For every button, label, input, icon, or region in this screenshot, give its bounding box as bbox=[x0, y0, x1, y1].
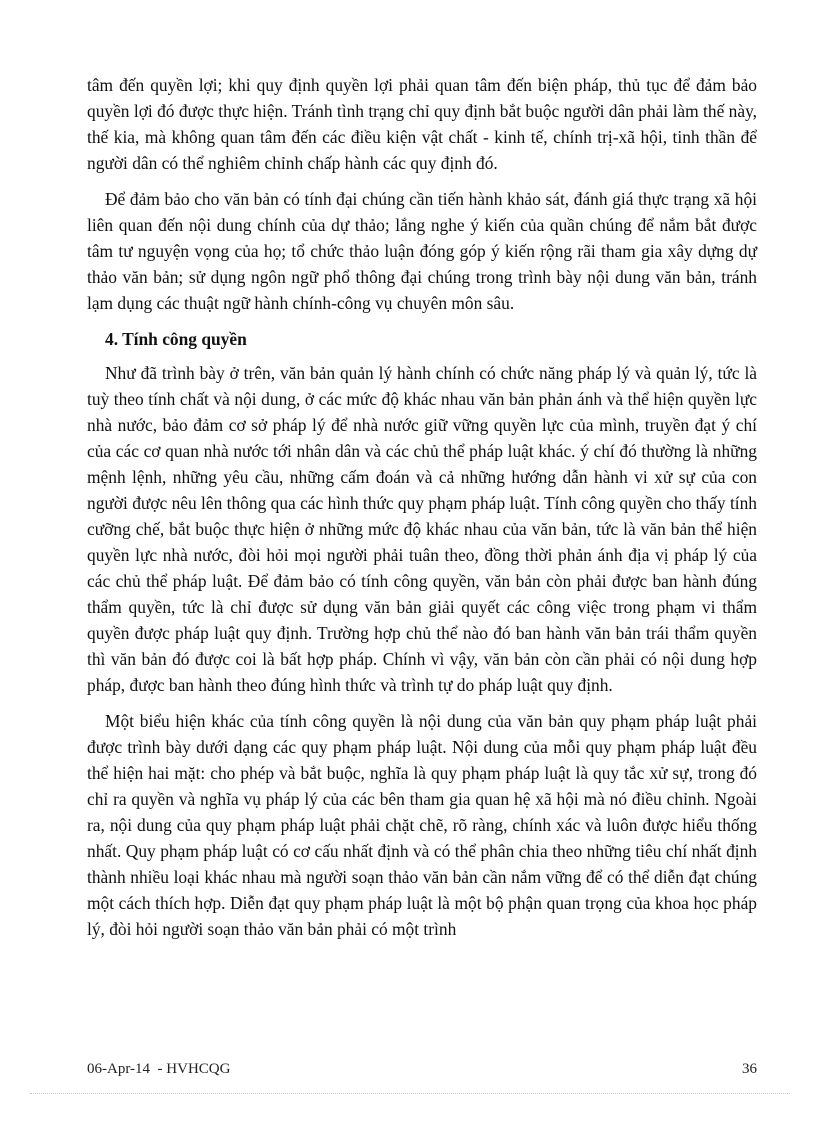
page-bottom-divider bbox=[30, 1093, 790, 1094]
footer-source: HVHCQG bbox=[166, 1061, 231, 1077]
footer-separator: - bbox=[150, 1061, 167, 1077]
paragraph-continued: tâm đến quyền lợi; khi quy định quyền lợi phải quan tâm đến biện pháp, thủ tục để đảm bảo quyền lợi đó được thực hiện. Tránh tình trạng chỉ quy định bắt buộc người dân phải làm thế này, thế kia, mà không quan tâm đến các điều kiện vật chất - kinh tế, chính trị-xã hội, tinh thần để người dân có thể nghiêm chỉnh chấp hành các quy định đó. bbox=[87, 75, 757, 173]
paragraph-public-authority: Như đã trình bày ở trên, văn bản quản lý hành chính có chức năng pháp lý và quản lý, tức là tuỳ theo tính chất và nội dung, ở các mức độ khác nhau văn bản phản ánh và thể hiện quyền lực nhà nước, bảo đảm cơ sở pháp lý để nhà nước giữ vững quyền lực của mình, truyền đạt ý chí của các cơ quan nhà nước tới nhân dân và các chủ thể pháp luật khác. ý chí đó thường là những mệnh lệnh, những yêu cầu, những cấm đoán và cả những hướng dẫn hành vi xử sự của con người được nêu lên thông qua các hình thức quy phạm pháp luật. Tính công quyền cho thấy tính cưỡng chế, bắt buộc thực hiện ở những mức độ khác nhau của văn bản, tức là văn bản thể hiện quyền lực nhà nước, đòi hỏi mọi người phải tuân theo, đồng thời phản ánh địa vị pháp lý của các chủ thể pháp luật. Để đảm bảo có tính công quyền, văn bản còn phải được ban hành đúng thẩm quyền, tức là chỉ được sử dụng văn bản giải quyết các công việc trong phạm vi thẩm quyền được pháp luật quy định. Trường hợp chủ thể nào đó ban hành văn bản trái thẩm quyền thì văn bản đó được coi là bất hợp pháp. Chính vì vậy, văn bản còn cần phải có nội dung hợp pháp, được ban hành theo đúng hình thức và trình tự do pháp luật quy định. bbox=[87, 363, 757, 695]
paragraph-public-character: Để đảm bảo cho văn bản có tính đại chúng cần tiến hành khảo sát, đánh giá thực trạng xã hội liên quan đến nội dung chính của dự thảo; lắng nghe ý kiến của quần chúng để nắm bắt được tâm tư nguyện vọng của họ; tổ chức thảo luận đóng góp ý kiến rộng rãi tham gia xây dựng dự thảo văn bản; sử dụng ngôn ngữ phổ thông đại chúng trong trình bày nội dung văn bản, tránh lạm dụng các thuật ngữ hành chính-công vụ chuyên môn sâu. bbox=[87, 189, 757, 313]
footer-date: 06-Apr-14 bbox=[87, 1061, 151, 1077]
paragraph-legal-norms: Một biểu hiện khác của tính công quyền là nội dung của văn bản quy phạm pháp luật phải được trình bày dưới dạng các quy phạm pháp luật. Nội dung của mỗi quy phạm pháp luật đều thể hiện hai mặt: cho phép và bắt buộc, nghĩa là quy phạm pháp luật là quy tắc xử sự, trong đó chỉ ra quyền và nghĩa vụ pháp lý của các bên tham gia quan hệ xã hội mà nó điều chỉnh. Ngoài ra, nội dung của quy phạm pháp luật phải chặt chẽ, rõ ràng, chính xác và luôn được hiểu thống nhất. Quy phạm pháp luật có cơ cấu nhất định và có thể phân chia theo những tiêu chí nhất định thành nhiều loại khác nhau mà người soạn thảo văn bản cần nắm vững để có thể diễn đạt chúng một cách thích hợp. Diễn đạt quy phạm pháp luật là một bộ phận quan trọng của khoa học pháp lý, đòi hỏi người soạn thảo văn bản phải có một trình bbox=[87, 711, 757, 939]
document-body bbox=[87, 72, 757, 952]
page-number: 36 bbox=[742, 1061, 757, 1077]
section-heading: 4. Tính công quyền bbox=[105, 329, 247, 349]
footer-label bbox=[87, 1059, 230, 1079]
